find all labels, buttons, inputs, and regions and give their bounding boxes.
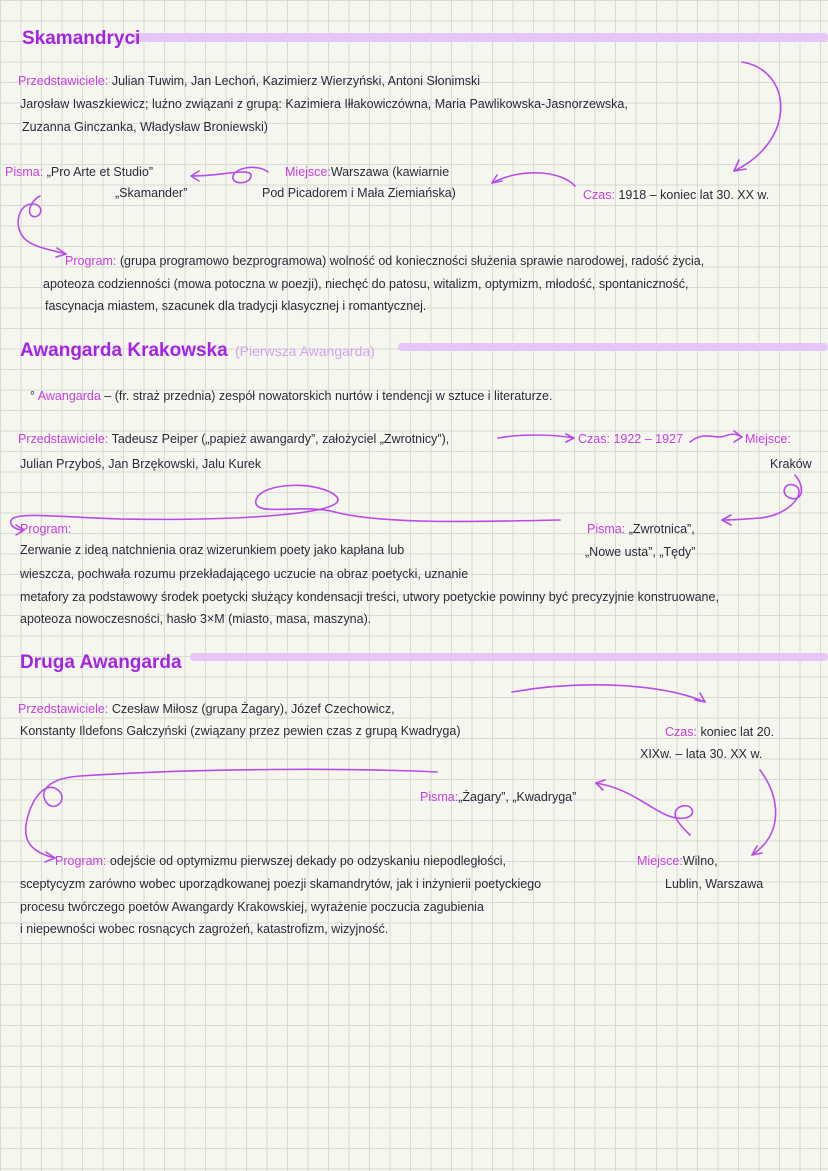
awangarda-journals-line-2: „Nowe usta”, „Tędy” bbox=[585, 545, 696, 559]
awangarda-definition bbox=[30, 389, 552, 404]
skamandryci-place-line-1 bbox=[285, 165, 449, 180]
awangarda-place-value: Kraków bbox=[770, 457, 812, 471]
skamandryci-representatives-line-2: Jarosław Iwaszkiewicz; luźno związani z grupą: Kazimiera Iłłakowiczówna, Maria Pawlikowska-Jasnorzewska, bbox=[20, 97, 628, 111]
program-text: (grupa programowo bezprogramowa) wolność od konieczności służenia sprawie narodowej, radość życia, bbox=[119, 254, 705, 268]
skamandryci-program-line-3: fascynacja miastem, szacunek dla tradycji klasycznej i romantycznej. bbox=[45, 299, 427, 313]
awangarda-program-line-4: apoteoza nowoczesności, hasło 3×M (miasto, masa, maszyna). bbox=[20, 612, 372, 626]
skamandryci-program-line-1 bbox=[65, 254, 704, 269]
skamandryci-place-line-2: Pod Picadorem i Mała Ziemiańska) bbox=[262, 186, 456, 200]
definition-text: – (fr. straż przednia) zespół nowatorskich nurtów i tendencji w sztuce i literaturze. bbox=[104, 389, 553, 403]
arrow-skamandryci-representatives-to-time bbox=[734, 62, 781, 171]
journals-label: Pisma: bbox=[587, 522, 626, 536]
druga-journals bbox=[420, 790, 576, 805]
druga-program-line-4: i niepewności wobec rosnących zagrożeń, katastrofizm, wizyjność. bbox=[20, 922, 389, 936]
program-label: Program: bbox=[65, 254, 117, 268]
arrow-druga-journals-to-program bbox=[26, 769, 437, 862]
awangarda-representatives-line-2: Julian Przyboś, Jan Brzękowski, Jalu Kurek bbox=[20, 457, 262, 471]
awangarda-time bbox=[578, 432, 683, 447]
arrow-awangarda-place-to-journals bbox=[722, 475, 801, 525]
druga-representatives-line-2: Konstanty Ildefons Gałczyński (związany przez pewien czas z grupą Kwadryga) bbox=[20, 724, 461, 738]
time-value: 1922 – 1927 bbox=[613, 432, 683, 446]
awangarda-program-line-3: metafory za podstawowy środek poetycki służący kondensacji treści, utwory poetyckie powinny być precyzyjnie konstruowane, bbox=[20, 590, 719, 604]
place-label: Miejsce: bbox=[637, 854, 683, 868]
skamandryci-time bbox=[583, 188, 769, 203]
arrow-skamandryci-time-to-place bbox=[492, 173, 575, 186]
place-text: Wilno, bbox=[682, 854, 718, 868]
program-label: Program: bbox=[55, 854, 107, 868]
program-text: odejście od optymizmu pierwszej dekady po odzyskaniu niepodległości, bbox=[109, 854, 506, 868]
representatives-label: Przedstawiciele: bbox=[18, 432, 109, 446]
druga-time-line-2: XIXw. – lata 30. XX w. bbox=[640, 747, 763, 761]
skamandryci-representatives-line-1 bbox=[18, 74, 480, 89]
skamandryci-journals-line-2: „Skamander” bbox=[115, 186, 188, 200]
awangarda-program-line-1: Zerwanie z ideą natchnienia oraz wizerunkiem poety jako kapłana lub bbox=[20, 543, 405, 557]
arrow-awangarda-time-to-place bbox=[690, 431, 742, 442]
arrow-druga-place-to-journals bbox=[596, 780, 693, 835]
section-title-awangarda-krakowska: Awangarda Krakowska bbox=[20, 340, 228, 361]
journals-label: Pisma: bbox=[5, 165, 44, 179]
time-value: 1918 – koniec lat 30. XX w. bbox=[618, 188, 770, 202]
journals-label: Pisma: bbox=[420, 790, 459, 804]
druga-place-line-2: Lublin, Warszawa bbox=[665, 877, 764, 891]
arrow-awangarda-representatives-to-time bbox=[498, 434, 574, 442]
arrow-awangarda-journals-to-program bbox=[11, 485, 560, 535]
journals-text: „Żagary”, „Kwadryga” bbox=[458, 790, 577, 804]
section-subtitle-pierwsza-awangarda: (Pierwsza Awangarda) bbox=[235, 343, 375, 359]
journals-text: „Zwrotnica”, bbox=[628, 522, 695, 536]
journals-text: „Pro Arte et Studio” bbox=[46, 165, 153, 179]
representatives-label: Przedstawiciele: bbox=[18, 74, 109, 88]
awangarda-program-line-2: wieszcza, pochwała rozumu przekładającego uczucie na obraz poetycki, uznanie bbox=[20, 567, 469, 581]
arrow-skamandryci-place-to-journals bbox=[191, 167, 268, 182]
skamandryci-representatives-line-3: Zuzanna Ginczanka, Władysław Broniewski) bbox=[22, 120, 268, 134]
druga-program-line-3: procesu twórczego poetów Awangardy Krakowskiej, wyrażenie poczucia zagubienia bbox=[20, 900, 484, 914]
representatives-label: Przedstawiciele: bbox=[18, 702, 109, 716]
skamandryci-program-line-2: apoteoza codzienności (mowa potoczna w poezji), niechęć do patosu, witalizm, optymizm, młodość, spontaniczność, bbox=[43, 277, 689, 291]
awangarda-program-label: Program: bbox=[20, 522, 72, 536]
place-label: Miejsce: bbox=[285, 165, 331, 179]
representatives-text: Czesław Miłosz (grupa Żagary), Józef Czechowicz, bbox=[111, 702, 395, 716]
definition-term: Awangarda bbox=[37, 389, 101, 403]
druga-program-line-1 bbox=[55, 854, 506, 869]
time-label: Czas: bbox=[578, 432, 610, 446]
time-label: Czas: bbox=[665, 725, 697, 739]
section-title-druga-awangarda: Druga Awangarda bbox=[20, 652, 182, 673]
awangarda-place-label: Miejsce: bbox=[745, 432, 791, 446]
skamandryci-journals-line-1 bbox=[5, 165, 153, 180]
time-value: koniec lat 20. bbox=[700, 725, 775, 739]
place-text: Warszawa (kawiarnie bbox=[330, 165, 450, 179]
section-title-skamandryci: Skamandryci bbox=[22, 28, 141, 49]
arrow-skamandryci-journals-to-program bbox=[18, 196, 66, 257]
representatives-text: Julian Tuwim, Jan Lechoń, Kazimierz Wierzyński, Antoni Słonimski bbox=[111, 74, 481, 88]
representatives-text: Tadeusz Peiper („papież awangardy”, założyciel „Zwrotnicy”), bbox=[111, 432, 450, 446]
arrow-druga-representatives-to-time bbox=[512, 685, 705, 702]
druga-representatives-line-1 bbox=[18, 702, 395, 717]
druga-place-line-1 bbox=[637, 854, 718, 869]
awangarda-representatives-line-1 bbox=[18, 432, 449, 447]
druga-program-line-2: sceptycyzm zarówno wobec uporządkowanej poezji skamandrytów, jak i inżynierii poetyckiego bbox=[20, 877, 542, 891]
druga-time-line-1 bbox=[665, 725, 774, 740]
arrow-druga-time-to-place bbox=[752, 770, 776, 855]
time-label: Czas: bbox=[583, 188, 615, 202]
awangarda-journals-line-1 bbox=[587, 522, 695, 537]
bullet-icon: ° bbox=[30, 389, 35, 403]
